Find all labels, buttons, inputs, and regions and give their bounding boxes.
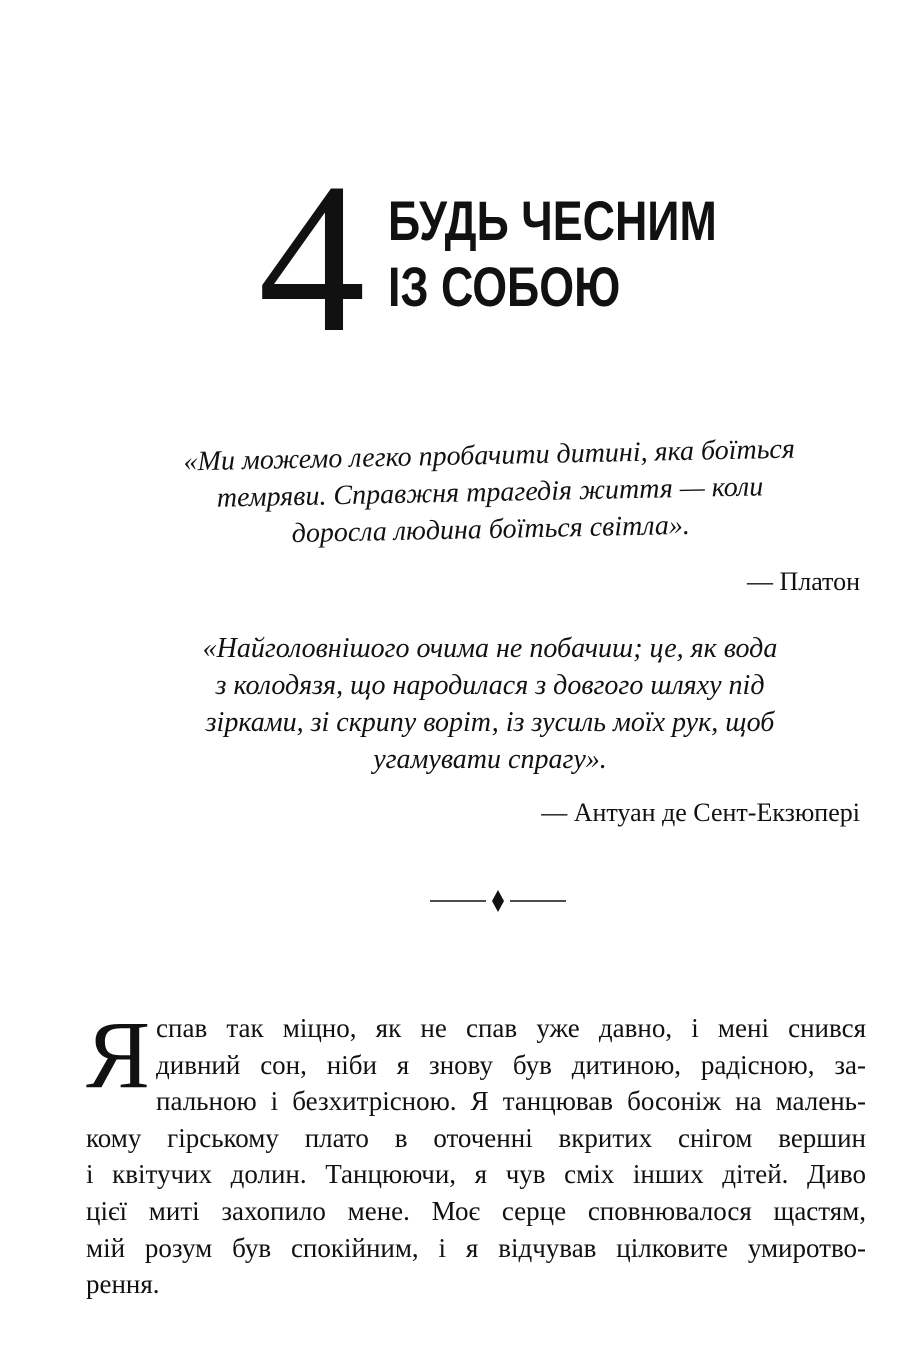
epigraph-line: «Найголовнішого очима не побачиш; це, як вода: [202, 633, 778, 664]
epigraph-line: угамувати спрагу».: [373, 744, 607, 775]
epigraph-line: з колодязя, що народилася з довгого шляху під: [215, 670, 765, 701]
body-paragraph: [86, 1001, 866, 1303]
epigraph-line: зірками, зі скрипу воріт, із зусиль моїх рук, щоб: [205, 707, 775, 738]
body-line: рення.: [86, 1269, 160, 1300]
epigraph-exupery: [140, 630, 840, 778]
epigraph-line: доросла людина боїться світла».: [291, 509, 691, 550]
body-line: кому гірському плато в оточенні вкритих снігом вершин: [86, 1122, 866, 1153]
body-line: пальною і безхитрісною. Я танцював босоніж на малень-: [156, 1086, 866, 1117]
chapter-title: [388, 188, 717, 320]
body-line: цієї миті захопило мене. Моє серце сповнювалося щастям,: [86, 1195, 866, 1226]
section-divider-ornament: [428, 886, 568, 916]
body-line: спав так міцно, як не спав уже давно, і мені снився: [156, 1013, 866, 1043]
chapter-title-line-2: ІЗ СОБОЮ: [388, 255, 621, 318]
body-line: і квітучих долин. Танцюючи, я чув сміх інших дітей. Диво: [86, 1159, 866, 1190]
chapter-title-line-1: БУДЬ ЧЕСНИМ: [388, 189, 717, 252]
body-line: дивний сон, ніби я знову був дитиною, радісною, за-: [156, 1049, 866, 1080]
epigraph-line: «Ми можемо легко пробачити дитині, яка боїться: [183, 433, 796, 478]
epigraph-author-plato: — Платон: [746, 567, 860, 596]
body-line: мій розум був спокійним, і я відчував цілковите умиротво-: [86, 1232, 866, 1263]
epigraph-plato: [139, 430, 841, 556]
epigraph-author-exupery: — Антуан де Сент-Екзюпері: [541, 798, 860, 827]
drop-cap: Я: [86, 1001, 151, 1108]
epigraph-line: темряви. Справжня трагедія життя — коли: [216, 471, 764, 514]
chapter-number: 4: [258, 138, 362, 377]
